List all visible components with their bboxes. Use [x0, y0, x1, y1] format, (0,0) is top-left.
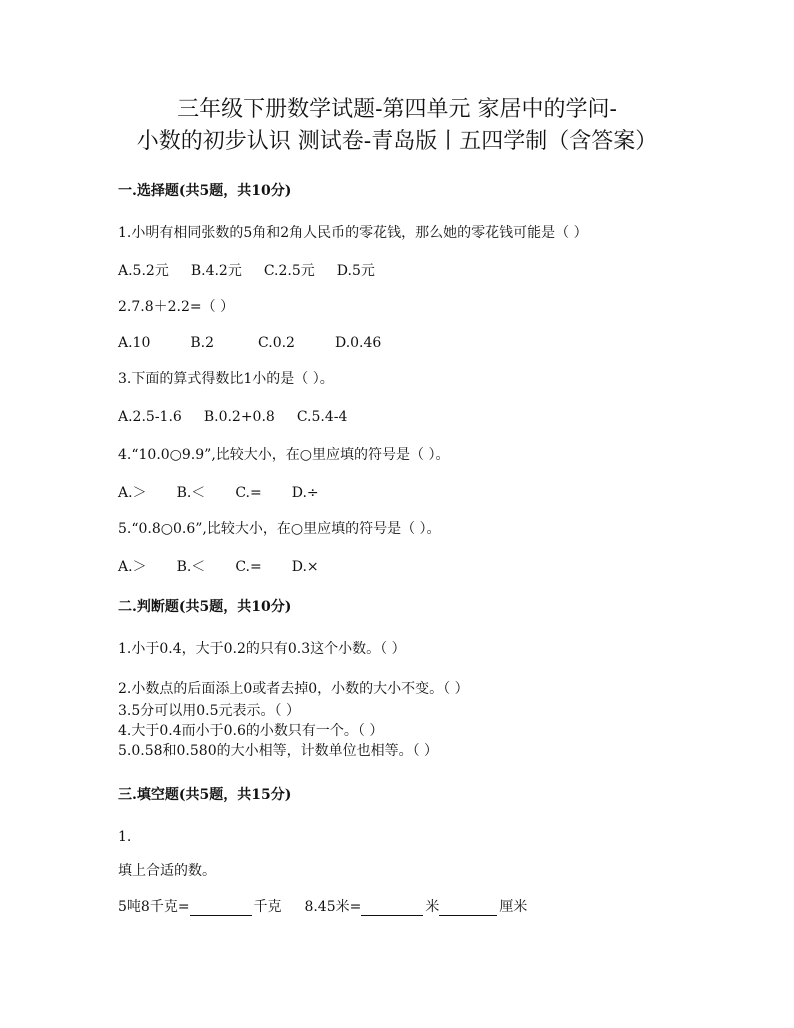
- answer-blank[interactable]: [361, 901, 423, 916]
- section-heading-fill: 三.填空题(共5题，共15分): [118, 787, 292, 803]
- option-c: C.=: [235, 559, 262, 575]
- page-title-line1: 三年级下册数学试题-第四单元 家居中的学问-: [177, 97, 617, 122]
- choice-options-3: [118, 408, 369, 426]
- page-title-line2: 小数的初步认识 测试卷-青岛版丨五四学制（含答案）: [136, 129, 658, 154]
- option-d: D.5元: [336, 263, 375, 279]
- option-d: D.×: [291, 559, 319, 575]
- fill-item-a-unit: 千克: [253, 899, 282, 915]
- judge-question-1: 1.小于0.4，大于0.2的只有0.3这个小数。（ ）: [118, 641, 406, 657]
- choice-options-4: [118, 484, 341, 502]
- fill-question-1-items: [118, 898, 527, 916]
- judge-question-4: 4.大于0.4而小于0.6的小数只有一个。（ ）: [118, 723, 384, 739]
- choice-question-1: 1.小明有相同张数的5角和2角人民币的零花钱，那么她的零花钱可能是（ ）: [118, 225, 588, 241]
- choice-question-3: 3.下面的算式得数比1小的是（ ）。: [118, 371, 334, 387]
- option-d: D.0.46: [334, 335, 382, 351]
- option-a: A.＞: [118, 559, 147, 575]
- choice-question-4: 4.“10.0○9.9”,比较大小，在○里应填的符号是（ ）。: [118, 447, 450, 463]
- choice-options-1: [118, 262, 397, 280]
- choice-question-5: 5.“0.8○0.6”,比较大小，在○里应填的符号是（ ）。: [118, 521, 441, 537]
- answer-blank[interactable]: [190, 901, 252, 916]
- fill-item-b-unit2: 厘米: [499, 899, 528, 915]
- option-a: A.＞: [118, 485, 147, 501]
- option-a: A.5.2元: [118, 263, 169, 279]
- fill-question-1-number: 1.: [118, 829, 132, 845]
- option-b: B.2: [190, 335, 215, 351]
- option-b: B.＜: [176, 559, 206, 575]
- option-a: A.10: [118, 335, 151, 351]
- section-heading-choice: 一.选择题(共5题，共10分): [118, 183, 292, 199]
- option-c: C.0.2: [258, 335, 295, 351]
- judge-question-5: 5.0.58和0.580的大小相等，计数单位也相等。（ ）: [118, 743, 439, 759]
- fill-item-a-prefix: 5吨8千克=: [118, 899, 190, 915]
- section-heading-judge: 二.判断题(共5题，共10分): [118, 599, 292, 615]
- fill-question-1-instruction: 填上合适的数。: [118, 863, 216, 879]
- option-a: A.2.5-1.6: [118, 409, 182, 425]
- judge-question-3: 3.5分可以用0.5元表示。（ ）: [118, 703, 300, 719]
- fill-item-b-unit1: 米: [425, 899, 440, 915]
- fill-item-b-prefix: 8.45米=: [304, 899, 362, 915]
- option-b: B.0.2+0.8: [203, 409, 275, 425]
- answer-blank[interactable]: [439, 901, 497, 916]
- option-c: C.=: [235, 485, 262, 501]
- choice-question-2: 2.7.8＋2.2=（ ）: [118, 299, 235, 315]
- option-d: D.÷: [291, 485, 319, 501]
- option-c: C.5.4-4: [296, 409, 348, 425]
- choice-options-2: [118, 334, 403, 352]
- judge-question-2: 2.小数点的后面添上0或者去掉0，小数的大小不变。（ ）: [118, 681, 469, 697]
- option-c: C.2.5元: [263, 263, 315, 279]
- option-b: B.＜: [176, 485, 206, 501]
- choice-options-5: [118, 558, 341, 576]
- option-b: B.4.2元: [190, 263, 242, 279]
